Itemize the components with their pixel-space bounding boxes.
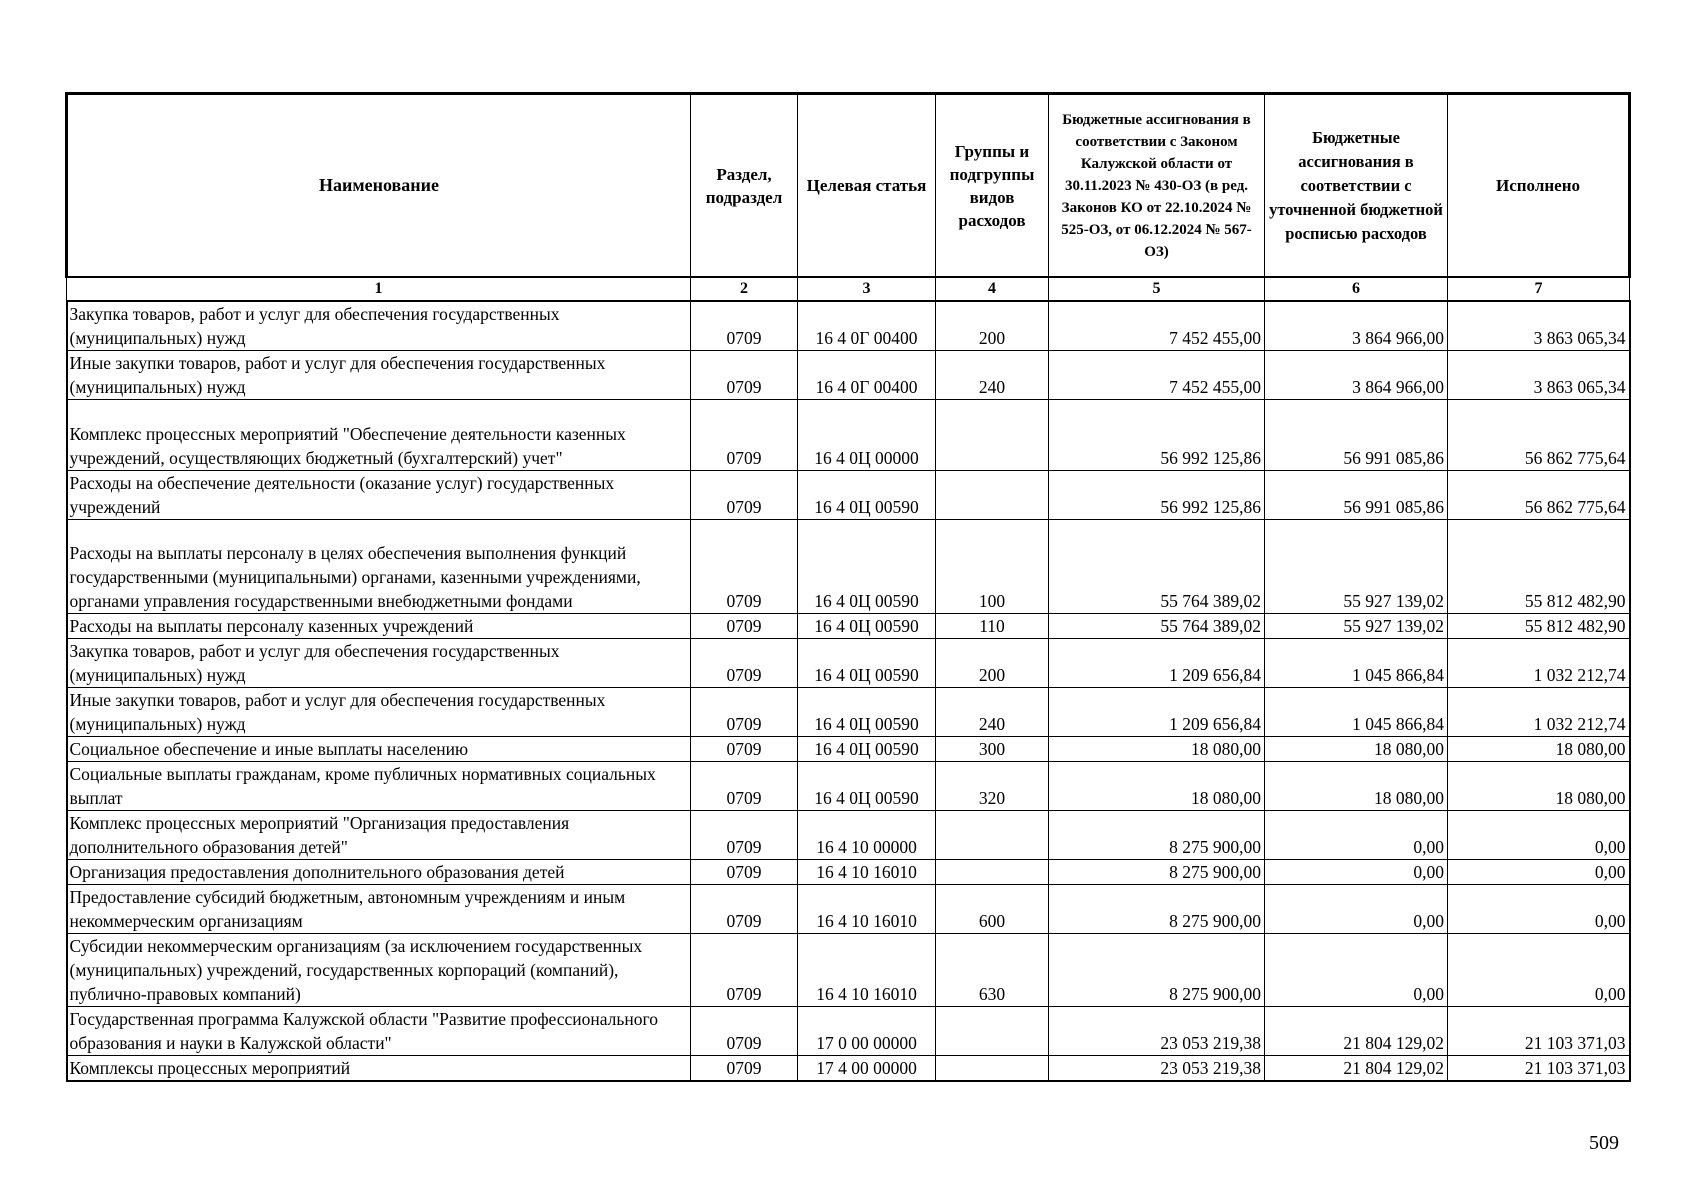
row-executed-amount: 18 080,00 [1448,737,1630,762]
table-row [67,811,1630,860]
header-name: Наименование [67,94,691,278]
row-name: Организация предоставления дополнительного образования детей [67,860,691,885]
row-executed-amount: 1 032 212,74 [1448,688,1630,737]
column-number: 5 [1049,277,1265,301]
row-group: 320 [936,762,1049,811]
row-law-amount: 18 080,00 [1049,737,1265,762]
row-target: 16 4 0Ц 00590 [798,614,936,639]
row-law-amount: 1 209 656,84 [1049,688,1265,737]
table-row [67,351,1630,400]
row-law-amount: 1 209 656,84 [1049,639,1265,688]
row-executed-amount: 0,00 [1448,811,1630,860]
row-name: Субсидии некоммерческим организациям (за исключением государственных (муниципальных) учреждений, государственных корпораций (компаний), публично-правовых компаний) [67,934,691,1007]
table-row [67,688,1630,737]
row-name: Иные закупки товаров, работ и услуг для обеспечения государственных (муниципальных) нужд [67,351,691,400]
row-section: 0709 [691,688,798,737]
row-group: 630 [936,934,1049,1007]
row-section: 0709 [691,1056,798,1082]
row-executed-amount: 0,00 [1448,934,1630,1007]
header-target: Целевая статья [798,94,936,278]
row-group [936,1056,1049,1082]
header-refined-allocations: Бюджетные ассигнования в соответствии с уточненной бюджетной росписью расходов [1265,94,1448,278]
row-group: 100 [936,520,1049,614]
table-body [67,301,1630,1081]
row-group: 110 [936,614,1049,639]
row-target: 16 4 0Г 00400 [798,351,936,400]
row-group: 300 [936,737,1049,762]
row-refined-amount: 1 045 866,84 [1265,688,1448,737]
column-number: 2 [691,277,798,301]
row-refined-amount: 0,00 [1265,860,1448,885]
row-refined-amount: 56 991 085,86 [1265,471,1448,520]
row-section: 0709 [691,885,798,934]
row-name: Закупка товаров, работ и услуг для обеспечения государственных (муниципальных) нужд [67,639,691,688]
column-number-row [67,277,1630,301]
row-executed-amount: 56 862 775,64 [1448,471,1630,520]
row-law-amount: 55 764 389,02 [1049,520,1265,614]
row-target: 16 4 10 00000 [798,811,936,860]
table-row [67,1007,1630,1056]
row-executed-amount: 55 812 482,90 [1448,614,1630,639]
row-group [936,860,1049,885]
row-group [936,471,1049,520]
row-refined-amount: 55 927 139,02 [1265,520,1448,614]
row-refined-amount: 55 927 139,02 [1265,614,1448,639]
row-group: 200 [936,301,1049,351]
row-name: Расходы на выплаты персоналу в целях обеспечения выполнения функций государственными (муниципальными) органами, казенными учреждениями, органами управления государственными внебюджетными фондами [67,520,691,614]
table-row [67,762,1630,811]
row-refined-amount: 0,00 [1265,811,1448,860]
row-group: 240 [936,688,1049,737]
row-name: Государственная программа Калужской области "Развитие профессионального образования и науки в Калужской области" [67,1007,691,1056]
row-group [936,400,1049,471]
row-section: 0709 [691,1007,798,1056]
table-row [67,301,1630,351]
row-refined-amount: 56 991 085,86 [1265,400,1448,471]
row-name: Предоставление субсидий бюджетным, автономным учреждениям и иным некоммерческим организациям [67,885,691,934]
budget-table [65,92,1631,1082]
row-name: Расходы на выплаты персоналу казенных учреждений [67,614,691,639]
table-header-row [67,94,1630,278]
row-target: 16 4 0Ц 00590 [798,762,936,811]
row-law-amount: 56 992 125,86 [1049,400,1265,471]
row-executed-amount: 1 032 212,74 [1448,639,1630,688]
row-law-amount: 56 992 125,86 [1049,471,1265,520]
row-law-amount: 8 275 900,00 [1049,860,1265,885]
row-executed-amount: 3 863 065,34 [1448,351,1630,400]
row-section: 0709 [691,400,798,471]
table-row [67,520,1630,614]
row-executed-amount: 55 812 482,90 [1448,520,1630,614]
row-group [936,811,1049,860]
table-row [67,737,1630,762]
row-section: 0709 [691,351,798,400]
row-target: 16 4 10 16010 [798,885,936,934]
row-refined-amount: 18 080,00 [1265,737,1448,762]
row-section: 0709 [691,639,798,688]
row-refined-amount: 3 864 966,00 [1265,351,1448,400]
column-number: 6 [1265,277,1448,301]
row-section: 0709 [691,614,798,639]
row-name: Комплекс процессных мероприятий "Организация предоставления дополнительного образования детей" [67,811,691,860]
row-target: 16 4 10 16010 [798,860,936,885]
row-executed-amount: 56 862 775,64 [1448,400,1630,471]
row-target: 16 4 10 16010 [798,934,936,1007]
row-section: 0709 [691,301,798,351]
row-law-amount: 8 275 900,00 [1049,885,1265,934]
row-name: Социальное обеспечение и иные выплаты населению [67,737,691,762]
row-law-amount: 8 275 900,00 [1049,934,1265,1007]
row-refined-amount: 21 804 129,02 [1265,1007,1448,1056]
row-group [936,1007,1049,1056]
row-section: 0709 [691,934,798,1007]
row-executed-amount: 3 863 065,34 [1448,301,1630,351]
row-section: 0709 [691,520,798,614]
column-number: 3 [798,277,936,301]
table-row [67,885,1630,934]
row-section: 0709 [691,737,798,762]
table-row [67,860,1630,885]
table-row [67,639,1630,688]
table-row [67,400,1630,471]
row-executed-amount: 21 103 371,03 [1448,1056,1630,1082]
table-row [67,614,1630,639]
row-law-amount: 18 080,00 [1049,762,1265,811]
row-target: 17 0 00 00000 [798,1007,936,1056]
row-refined-amount: 3 864 966,00 [1265,301,1448,351]
row-section: 0709 [691,762,798,811]
header-groups: Группы и подгруппы видов расходов [936,94,1049,278]
table-row [67,471,1630,520]
header-law-allocations: Бюджетные ассигнования в соответствии с Законом Калужской области от 30.11.2023 № 430-ОЗ (в ред. Законов КО от 22.10.2024 № 525-ОЗ, от 06.12.2024 № 567-ОЗ) [1049,94,1265,278]
row-name: Иные закупки товаров, работ и услуг для обеспечения государственных (муниципальных) нужд [67,688,691,737]
column-number: 1 [67,277,691,301]
row-law-amount: 23 053 219,38 [1049,1007,1265,1056]
header-section: Раздел, подраздел [691,94,798,278]
row-executed-amount: 18 080,00 [1448,762,1630,811]
row-executed-amount: 21 103 371,03 [1448,1007,1630,1056]
row-section: 0709 [691,860,798,885]
row-refined-amount: 21 804 129,02 [1265,1056,1448,1082]
row-target: 16 4 0Ц 00590 [798,688,936,737]
row-executed-amount: 0,00 [1448,860,1630,885]
page-number: 509 [1589,1132,1619,1154]
row-law-amount: 23 053 219,38 [1049,1056,1265,1082]
row-law-amount: 7 452 455,00 [1049,301,1265,351]
row-name: Социальные выплаты гражданам, кроме публичных нормативных социальных выплат [67,762,691,811]
row-target: 17 4 00 00000 [798,1056,936,1082]
row-name: Закупка товаров, работ и услуг для обеспечения государственных (муниципальных) нужд [67,301,691,351]
row-target: 16 4 0Ц 00590 [798,737,936,762]
row-law-amount: 55 764 389,02 [1049,614,1265,639]
column-number: 7 [1448,277,1630,301]
row-section: 0709 [691,471,798,520]
row-section: 0709 [691,811,798,860]
row-refined-amount: 0,00 [1265,934,1448,1007]
row-target: 16 4 0Ц 00590 [798,639,936,688]
row-target: 16 4 0Ц 00590 [798,471,936,520]
row-name: Комплексы процессных мероприятий [67,1056,691,1082]
column-number: 4 [936,277,1049,301]
row-group: 240 [936,351,1049,400]
row-law-amount: 7 452 455,00 [1049,351,1265,400]
table-row [67,1056,1630,1082]
row-group: 600 [936,885,1049,934]
row-target: 16 4 0Г 00400 [798,301,936,351]
row-refined-amount: 18 080,00 [1265,762,1448,811]
row-name: Комплекс процессных мероприятий "Обеспечение деятельности казенных учреждений, осуществляющих бюджетный (бухгалтерский) учет" [67,400,691,471]
row-group: 200 [936,639,1049,688]
row-law-amount: 8 275 900,00 [1049,811,1265,860]
table-row [67,934,1630,1007]
row-refined-amount: 0,00 [1265,885,1448,934]
row-target: 16 4 0Ц 00590 [798,520,936,614]
row-executed-amount: 0,00 [1448,885,1630,934]
header-executed: Исполнено [1448,94,1630,278]
row-target: 16 4 0Ц 00000 [798,400,936,471]
row-refined-amount: 1 045 866,84 [1265,639,1448,688]
row-name: Расходы на обеспечение деятельности (оказание услуг) государственных учреждений [67,471,691,520]
